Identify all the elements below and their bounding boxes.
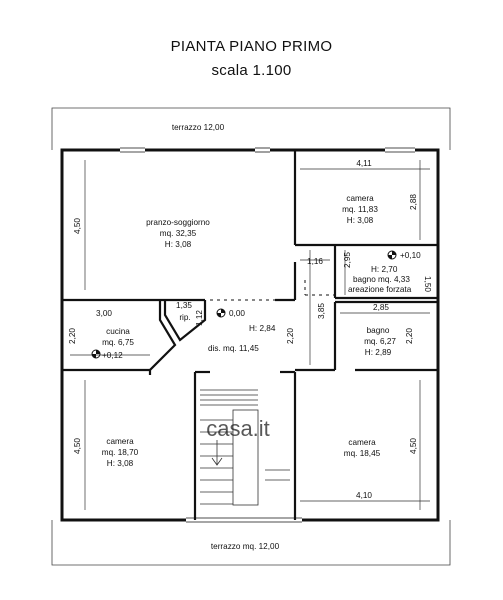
living-name: pranzo-soggiorno	[146, 218, 210, 227]
living-area: mq. 32,35	[159, 229, 197, 238]
terrace-top-outline	[52, 108, 450, 150]
level-bath: +0,10	[400, 251, 421, 260]
staircase	[200, 390, 290, 505]
bath-small-area: bagno mq. 4,33	[353, 275, 410, 284]
bedroom-ne-area: mq. 11,83	[342, 205, 378, 214]
bath-name: bagno	[366, 326, 390, 335]
bath-height: H: 2,89	[364, 348, 392, 357]
bedroom-se-area: mq. 18,45	[343, 449, 381, 458]
kitchen-area: mq. 6,75	[102, 338, 134, 347]
dashed-lines	[210, 280, 335, 300]
dim-4-10: 4,10	[356, 491, 372, 500]
level-hall: 0,00	[229, 309, 245, 318]
level-kitchen: +0,12	[102, 351, 123, 360]
kitchen-name: cucina	[106, 327, 130, 336]
bedroom-se-name: camera	[348, 438, 376, 447]
bath-small-height: H: 2,70	[371, 265, 398, 274]
hall-height: H: 2,84	[249, 324, 276, 333]
level-marker-kitchen	[92, 350, 100, 358]
bath-area: mq. 6,27	[364, 337, 396, 346]
bath-small-note: areazione forzata	[348, 285, 412, 294]
dim-2-20-left: 2,20	[68, 328, 77, 344]
plan-title: PIANTA PIANO PRIMO	[170, 38, 333, 55]
level-marker-bath	[388, 251, 396, 259]
watermark: casa.it	[206, 416, 270, 441]
dim-1-12: 1,12	[195, 310, 204, 326]
bedroom-sw-area: mq. 18,70	[101, 448, 139, 457]
dim-2-88: 2,88	[409, 194, 418, 210]
dim-2-20-right: 2,20	[405, 328, 414, 344]
storage-name: rip.	[179, 313, 191, 322]
hall-area: dis. mq. 11,45	[208, 344, 259, 353]
terrace-bottom-label: terrazzo mq. 12,00	[210, 542, 280, 551]
dim-4-50-bl: 4,50	[73, 438, 82, 454]
terrace-top-label: terrazzo 12,00	[171, 123, 225, 132]
level-marker-hall	[217, 309, 225, 317]
bedroom-ne-name: camera	[346, 194, 374, 203]
dim-3-85: 3,85	[317, 303, 326, 319]
dim-1-16: 1,16	[307, 257, 323, 266]
dim-2-85: 2,85	[373, 303, 389, 312]
bedroom-sw-height: H: 3,08	[106, 459, 134, 468]
bedroom-sw-name: camera	[106, 437, 134, 446]
living-height: H: 3,08	[164, 240, 192, 249]
dim-3-00: 3,00	[96, 309, 112, 318]
dim-4-11: 4,11	[356, 159, 372, 168]
bedroom-ne-height: H: 3,08	[346, 216, 374, 225]
dim-1-35: 1,35	[176, 301, 192, 310]
dim-2-20-mid: 2,20	[286, 328, 295, 344]
dim-2-95: 2,95	[343, 252, 352, 268]
dim-1-50: 1,50	[423, 276, 432, 292]
dim-4-50-br: 4,50	[409, 438, 418, 454]
dim-4-50-tl: 4,50	[73, 218, 82, 234]
plan-scale: scala 1.100	[211, 62, 292, 79]
